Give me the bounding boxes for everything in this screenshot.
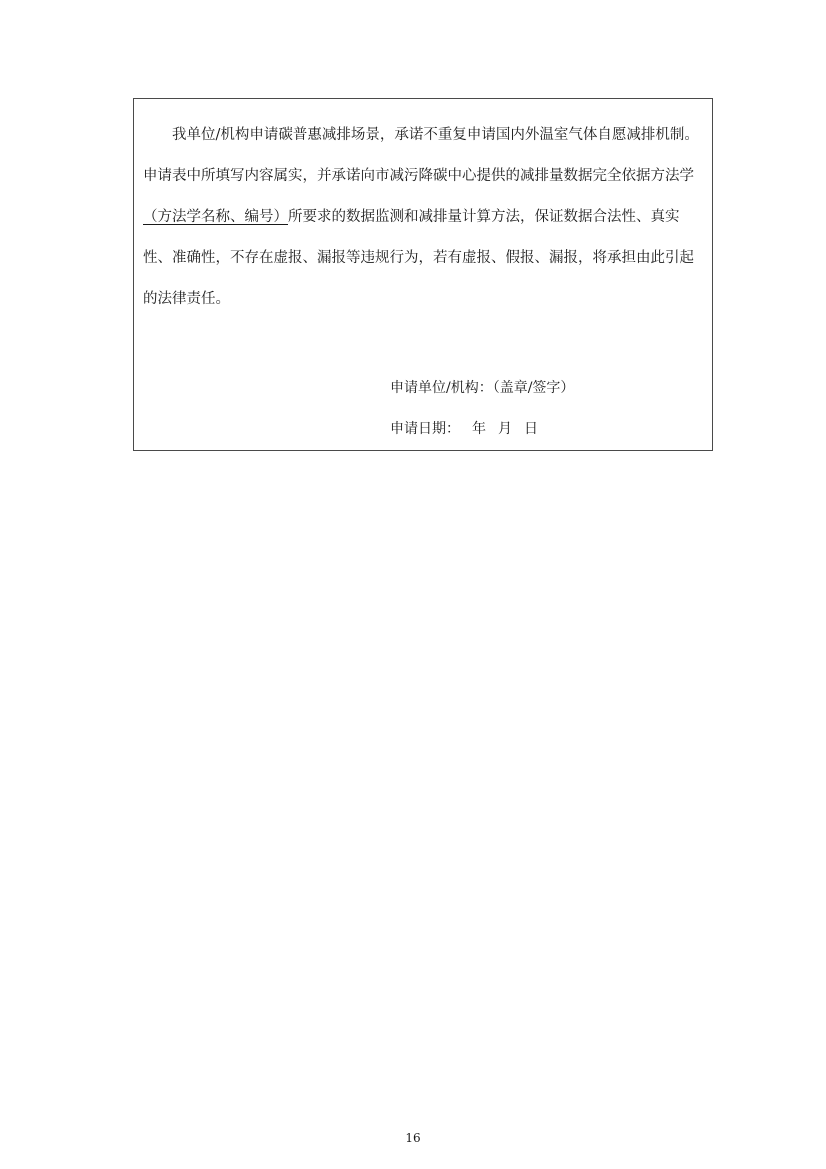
commitment-box [133,98,713,451]
page-number: 16 [405,1131,421,1145]
commitment-line-1: 我单位/机构申请碳普惠减排场景，承诺不重复申请国内外温室气体自愿减排机制。 [172,127,699,143]
commitment-paragraph [143,115,705,320]
commitment-line-3-rest: 所要求的数据监测和减排量计算方法，保证数据合法性、真实 [288,209,680,225]
applicant-unit-signature: 申请单位/机构：（盖章/签字） [390,380,575,396]
method-name-placeholder: （方法学名称、编号） [143,209,288,225]
commitment-line-5: 的法律责任。 [143,291,230,307]
commitment-line-2: 申请表中所填写内容属实，并承诺向市减污降碳中心提供的减排量数据完全依据方法学 [143,168,694,184]
application-date [390,418,538,438]
date-month: 月 [498,421,512,437]
date-label: 申请日期： [390,421,460,437]
commitment-line-3 [143,197,705,238]
commitment-line-4: 性、准确性，不存在虚报、漏报等违规行为，若有虚报、假报、漏报，将承担由此引起 [143,250,694,266]
date-year: 年 [472,421,486,437]
date-day: 日 [524,421,538,437]
